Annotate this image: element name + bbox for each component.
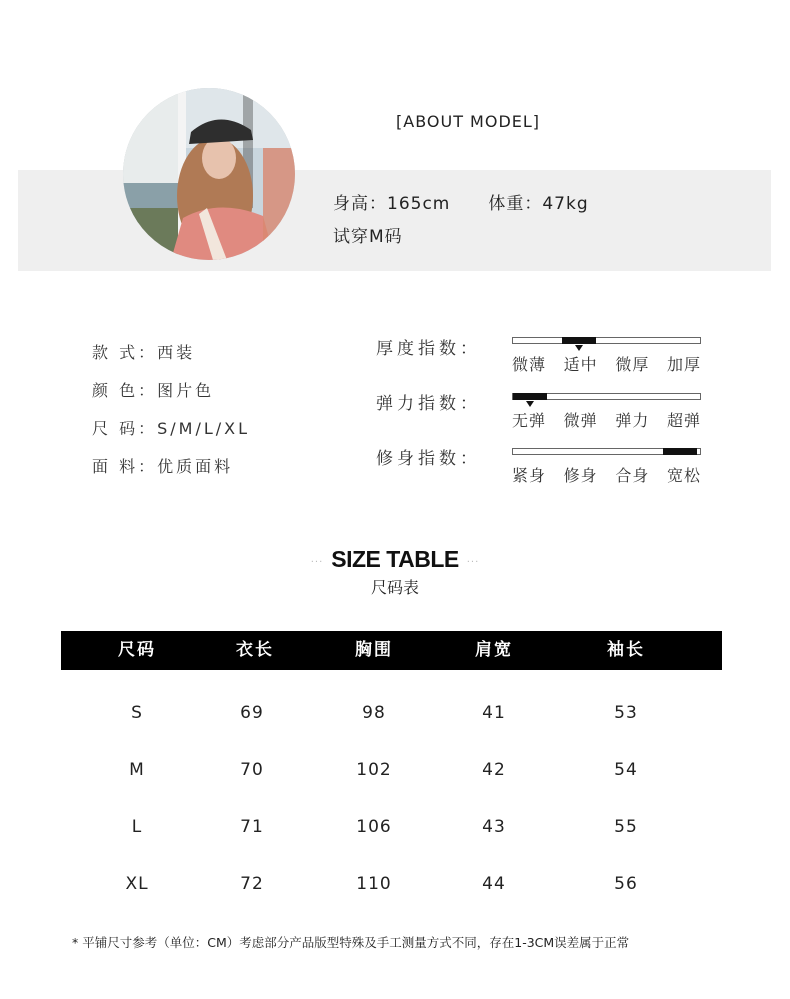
index-labels <box>376 335 481 500</box>
scale-marker-icon <box>526 401 534 407</box>
size-table-title-zh: 尺码表 <box>370 578 419 597</box>
table-cell: 43 <box>482 817 506 837</box>
scale-fill <box>513 393 547 400</box>
spec-value: 图片色 <box>157 381 215 400</box>
scale-option: 微薄 <box>512 355 547 374</box>
spec-row-size <box>92 416 250 454</box>
size-table-title-en: SIZE TABLE <box>331 546 459 572</box>
table-cell: 54 <box>614 760 638 780</box>
scale-option-selected: 适中 <box>563 355 598 374</box>
scale-marker-icon <box>575 345 583 351</box>
spec-label: 颜 色： <box>92 381 158 400</box>
size-table-heading <box>0 546 790 598</box>
scale-option: 超弹 <box>666 411 701 430</box>
dots-decoration-icon: ··· <box>310 557 324 568</box>
scale-option: 合身 <box>615 466 650 485</box>
dots-decoration-icon: ··· <box>466 557 480 568</box>
model-stats <box>333 192 589 258</box>
table-cell: 42 <box>482 760 506 780</box>
table-cell: M <box>129 760 145 780</box>
scale-option: 微弹 <box>563 411 598 430</box>
table-cell: 53 <box>614 703 638 723</box>
header-cell: 胸围 <box>355 640 393 660</box>
product-specs <box>92 340 250 492</box>
weight-label: 体重： <box>488 194 543 214</box>
table-cell: 102 <box>356 760 392 780</box>
scale-fill <box>663 448 697 455</box>
scale-option: 加厚 <box>666 355 701 374</box>
spec-value: 优质面料 <box>157 457 234 476</box>
weight-value: 47kg <box>542 194 589 214</box>
scale-track <box>512 337 701 344</box>
table-cell: 41 <box>482 703 506 723</box>
elasticity-index-label: 弹力指数： <box>376 394 481 414</box>
scale-track <box>512 393 701 400</box>
scale-option-selected: 宽松 <box>666 466 701 485</box>
table-row <box>61 869 722 899</box>
table-cell: 106 <box>356 817 392 837</box>
height-value: 165cm <box>387 194 451 214</box>
elasticity-scale <box>512 393 701 431</box>
table-cell: L <box>131 817 143 837</box>
size-table-header <box>61 631 722 670</box>
scale-option: 紧身 <box>512 466 547 485</box>
try-on-size: 试穿M码 <box>333 227 403 247</box>
scale-option-selected: 无弹 <box>512 411 547 430</box>
table-cell: 56 <box>614 874 638 894</box>
about-model-title: [ABOUT MODEL] <box>396 112 541 131</box>
scale-option: 修身 <box>563 466 598 485</box>
table-row <box>61 698 722 728</box>
table-cell: 70 <box>240 760 264 780</box>
table-cell: S <box>131 703 143 723</box>
scale-option: 弹力 <box>615 411 650 430</box>
header-cell: 尺码 <box>118 640 156 660</box>
spec-value: S/M/L/XL <box>157 419 251 438</box>
spec-row-fabric <box>92 454 250 492</box>
spec-label: 面 料： <box>92 457 158 476</box>
table-cell: 98 <box>362 703 386 723</box>
table-cell: XL <box>125 874 149 894</box>
height-label: 身高： <box>333 194 387 214</box>
spec-label: 款 式： <box>92 343 158 362</box>
model-photo <box>123 88 295 260</box>
scale-option: 微厚 <box>615 355 650 374</box>
table-row <box>61 755 722 785</box>
header-cell: 肩宽 <box>475 640 513 660</box>
table-cell: 72 <box>240 874 264 894</box>
spec-row-color <box>92 378 250 416</box>
thickness-index-label: 厚度指数： <box>376 339 481 359</box>
fit-scale <box>512 448 701 486</box>
model-avatar <box>123 88 295 260</box>
scale-fill <box>562 337 596 344</box>
table-row <box>61 812 722 842</box>
table-cell: 110 <box>356 874 392 894</box>
spec-row-style <box>92 340 250 378</box>
table-cell: 55 <box>614 817 638 837</box>
table-cell: 71 <box>240 817 264 837</box>
table-cell: 69 <box>240 703 264 723</box>
table-cell: 44 <box>482 874 506 894</box>
fit-index-label: 修身指数： <box>376 449 481 469</box>
thickness-scale <box>512 337 701 375</box>
spec-value: 西装 <box>157 343 196 362</box>
header-cell: 袖长 <box>607 640 645 660</box>
scale-track <box>512 448 701 455</box>
header-cell: 衣长 <box>236 640 274 660</box>
spec-label: 尺 码： <box>92 419 158 438</box>
measurement-footnote: * 平铺尺寸参考（单位：CM）考虑部分产品版型特殊及手工测量方式不同，存在1-3CM误差属于正常 <box>72 935 630 950</box>
